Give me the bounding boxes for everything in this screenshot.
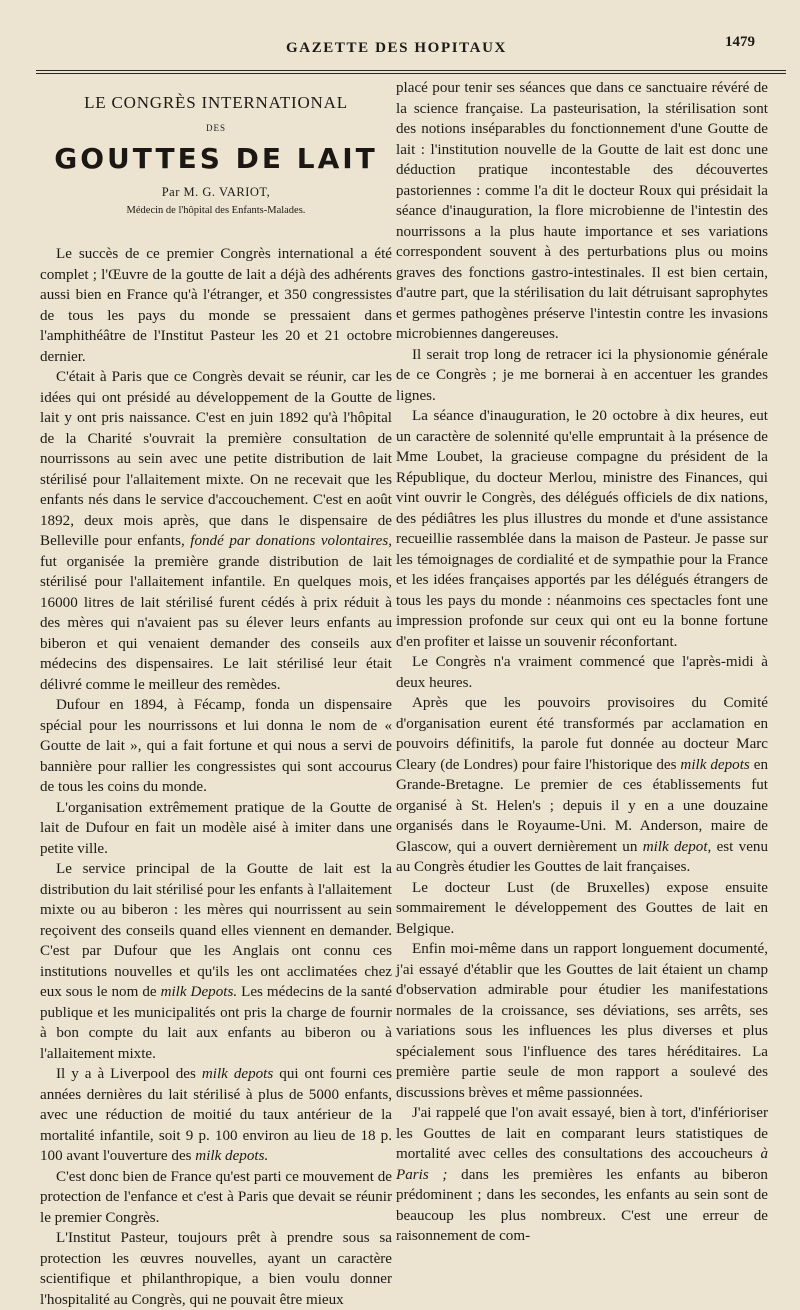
- article-author: Par M. G. VARIOT,: [161, 185, 271, 199]
- paragraph: Le Congrès n'a vraiment commencé que l'après-midi à deux heures.: [396, 654, 768, 691]
- article-title-des: DES: [205, 123, 226, 133]
- paragraph: C'était à Paris que ce Congrès devait se réunir, car les idées qui ont présidé au développement de la Goutte de lait y ont pris naissance. C'est en juin 1892 qu'à l'hôpital de la Charité s'ouvrait la première consultation de nourrissons au sein avec une petite distribution de lait stérilisé pour l'allaitement mixte. On ne recevait que les enfants nés dans le service d'accouchement. C'est en août 1892, deux mois après, que dans le dispensaire de Belleville pour enfants, fondé par donations volontaires, fut organisée la première grande distribution de lait stérilisé pour l'allaitement infantile. En quelques mois, 16000 litres de lait stérilisé furent cédés à prix réduit à des mères qui n'avaient pas su élever leurs enfants au biberon et qui venaient demander des conseils aux médecins des dispensaires. Le lait stérilisé leur était délivré comme le meilleur des remèdes.: [40, 369, 392, 693]
- paragraph: Il y a à Liverpool des milk depots qui ont fourni ces années dernières du lait stérilisé à plus de 5000 enfants, avec une réduction de moitié du taux antérieur de la mortalité infantile, soit 9 p. 100 environ au lieu de 18 p. 100 avant l'ouverture des milk depots.: [40, 1066, 393, 1164]
- paragraph: Le docteur Lust (de Bruxelles) expose ensuite sommairement le développement des Gouttes de lait en Belgique.: [396, 879, 768, 937]
- paragraph: L'Institut Pasteur, toujours prêt à prendre sous sa protection les œuvres nouvelles, ayant un caractère scientifique et philanthropique, a bien voulu donner l'hospitalité au Congrès, qui ne pouvait être mieux: [40, 1230, 392, 1308]
- paragraph: Dufour en 1894, à Fécamp, fonda un dispensaire spécial pour les nourrissons et lui donna le nom de « Goutte de lait », qui a fait fortune et qui nous a servi de bannière pour rallier les congressistes qui sont accourus de tous les coins du monde.: [40, 697, 392, 795]
- paragraph: Il serait trop long de retracer ici la physionomie générale de ce Congrès ; je me bornerai à en accentuer les grandes lignes.: [396, 346, 768, 404]
- article-title: LE CONGRÈS INTERNATIONAL: [84, 93, 348, 112]
- paragraph: J'ai rappelé que l'on avait essayé, bien à tort, d'inférioriser les Gouttes de lait en comparant leurs statistiques de mortalité avec celles des consultations des accoucheurs à Paris ; dans les premières les enfants au biberon prédominent ; dans les secondes, les enfants au sein sont de beaucoup les plus nombreux. C'est une erreur de raisonnement de com-: [396, 1105, 768, 1244]
- page-number: 1479: [725, 34, 755, 50]
- right-column: [396, 78, 768, 1247]
- author-affiliation: Médecin de l'hôpital des Enfants-Malades.: [126, 205, 306, 216]
- running-title: GAZETTE DES HOPITAUX: [286, 40, 507, 56]
- running-head: [0, 34, 800, 64]
- paragraph: La séance d'inauguration, le 20 octobre à dix heures, eut un caractère de solennité qu'elle empruntait à la présence de Mme Loubet, la gracieuse compagne du président de la République, du docteur Merlou, ministre des Finances, qui vint ouvrir le Congrès, des délégués officiels de dix nations, des pédiâtres les plus illustres du monde et d'une assistance recueillie rassemblée dans la maison de Pasteur. Je passe sur les témoignages de cordialité et de sympathie pour la France et les idées françaises apportés par les délégués étrangers de tous les pays du monde : néanmoins ces spectacles font une impression profonde sur ceux qui ont eu la bonne fortune d'en profiter et laisse un souvenir réconfortant.: [396, 408, 768, 650]
- paragraph: Enfin moi-même dans un rapport longuement documenté, j'ai essayé d'établir que les Gouttes de lait étaient un champ d'observation admirable pour étudier les manifestations normales de la croissance, ses déviations, ses arrêts, ses variations sous les influences les plus diverses et plus spécialement sous l'influence des tares héréditaires. La première partie seule de mon rapport a soulevé des discussions brèves et même passionnées.: [396, 941, 768, 1101]
- article-title-gouttes: GOUTTES DE LAIT: [54, 142, 378, 175]
- left-column: [40, 78, 392, 1310]
- paragraph: Le service principal de la Goutte de lait est la distribution du lait stérilisé pour les enfants à l'allaitement mixte ou au biberon : les mères qui nourrissent au sein reçoivent des conseils quand elles viennent en demander. C'est par Dufour que les Anglais ont connu ces institutions nouvelles et qu'ils les ont acclimatées chez eux sous le nom de milk Depots. Les médecins de la santé publique et les municipalités ont pris la charge de fournir à bon compte du lait aux enfants au biberon ou à l'allaitement mixte.: [40, 861, 393, 1062]
- paragraph: C'est donc bien de France qu'est parti ce mouvement de protection de l'enfance et c'est à Paris que devait se réunir le premier Congrès.: [40, 1168, 392, 1226]
- header-rule: [36, 70, 786, 74]
- article-heading: [40, 92, 392, 218]
- paragraph: L'organisation extrêmement pratique de la Goutte de lait de Dufour en fait un modèle aisé à imiter dans une petite ville.: [40, 799, 392, 857]
- paragraph: placé pour tenir ses séances que dans ce sanctuaire révéré de la science française. La pasteurisation, la stérilisation sont des notions inséparables du fonctionnement d'une Goutte de lait : l'institution nouvelle de la Goutte de lait est donc une déduction pratique incontestable des découvertes pastoriennes : comme l'a dit le docteur Roux qui présidait la séance d'inauguration, la flore microbienne de l'intestin des nourrissons a la plus haute importance et ses variations correspondent souvent à des perturbations plus ou moins graves des fonctions gastro-intestinales. Il est bien certain, d'autre part, que la stérilisation du lait détruisant saprophytes et germes pathogènes préserve l'intestin contre les invasions microbiennes dangereuses.: [396, 80, 768, 342]
- paragraph: Après que les pouvoirs provisoires du Comité d'organisation eurent été transformés par acclamation en pouvoirs définitifs, la parole fut donnée au docteur Marc Cleary (de Londres) pour faire l'historique des milk depots en Grande-Bretagne. Le premier de ces établissements fut organisé à St. Helen's ; depuis il y en a une douzaine organisés dans le Royaume-Uni. M. Anderson, maire de Glascow, qui a ouvert dernièrement un milk depot, est venu au Congrès étudier les Gouttes de lait françaises.: [396, 695, 768, 875]
- paragraph: Le succès de ce premier Congrès international a été complet ; l'Œuvre de la goutte de lait a déjà des adhérents aussi bien en France qu'à l'étranger, et 350 congressistes de tous les pays du monde se pressaient dans l'amphithéâtre de l'Institut Pasteur les 20 et 21 octobre dernier.: [40, 246, 392, 365]
